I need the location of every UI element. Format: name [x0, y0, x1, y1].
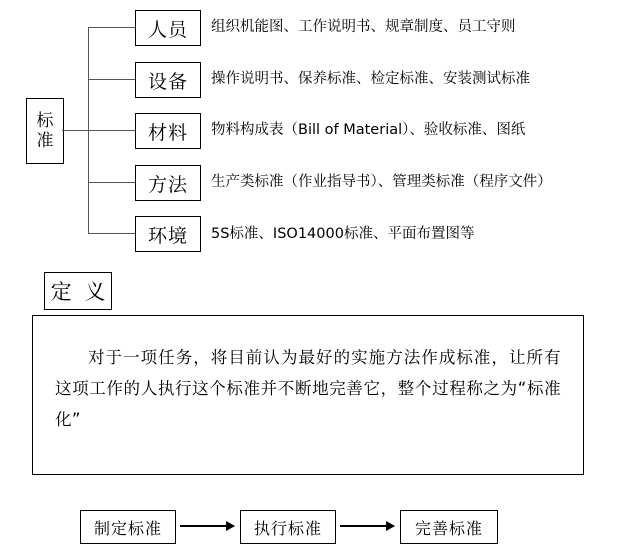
definition-body-text: 对于一项任务，将目前认为最好的实施方法作成标准，让所有这项工作的人执行这个标准并不断地完善它，整个过程称之为“标准化” [55, 348, 561, 429]
tree-node-equipment-text: 操作说明书、保养标准、检定标准、安装测试标准 [211, 71, 530, 87]
tree-node-material [135, 113, 201, 149]
definition-body-box [32, 315, 584, 475]
tree-root-node [26, 98, 64, 164]
tree-node-equipment [135, 62, 201, 98]
flow-step-execute-standard [240, 510, 336, 544]
connector-branch-5 [88, 233, 135, 234]
tree-node-method [135, 165, 201, 201]
tree-node-material-label: 材料 [147, 121, 188, 144]
flow-step-make-standard-label: 制定标准 [93, 518, 162, 538]
tree-root-label: 标准 [36, 111, 54, 151]
flow-step-improve-standard-label: 完善标准 [414, 518, 483, 538]
tree-node-material-text: 物料构成表（Bill of Material）、验收标准、图纸 [211, 122, 526, 138]
flow-arrow-2-icon [340, 525, 394, 527]
connector-branch-3 [88, 130, 135, 131]
connector-branch-2 [88, 79, 135, 80]
tree-node-method-label: 方法 [147, 173, 188, 196]
definition-title-box [44, 272, 112, 310]
tree-node-environment-text: 5S标准、ISO14000标准、平面布置图等 [211, 226, 475, 242]
connector-branch-4 [88, 182, 135, 183]
flow-step-make-standard [80, 510, 176, 544]
definition-title-label: 定 义 [50, 280, 109, 304]
tree-node-environment-label: 环境 [147, 224, 188, 247]
flow-arrow-1-icon [180, 525, 234, 527]
tree-node-personnel-text: 组织机能图、工作说明书、规章制度、员工守则 [211, 19, 516, 35]
flow-step-execute-standard-label: 执行标准 [253, 518, 322, 538]
tree-node-method-text: 生产类标准（作业指导书）、管理类标准（程序文件） [211, 174, 552, 190]
tree-node-environment [135, 216, 201, 252]
connector-root-stub [62, 130, 88, 131]
tree-node-equipment-label: 设备 [147, 70, 188, 93]
flow-step-improve-standard [400, 510, 498, 544]
standards-tree [0, 0, 640, 262]
tree-node-personnel [135, 10, 201, 46]
connector-branch-1 [88, 27, 135, 28]
tree-node-personnel-label: 人员 [147, 18, 188, 41]
